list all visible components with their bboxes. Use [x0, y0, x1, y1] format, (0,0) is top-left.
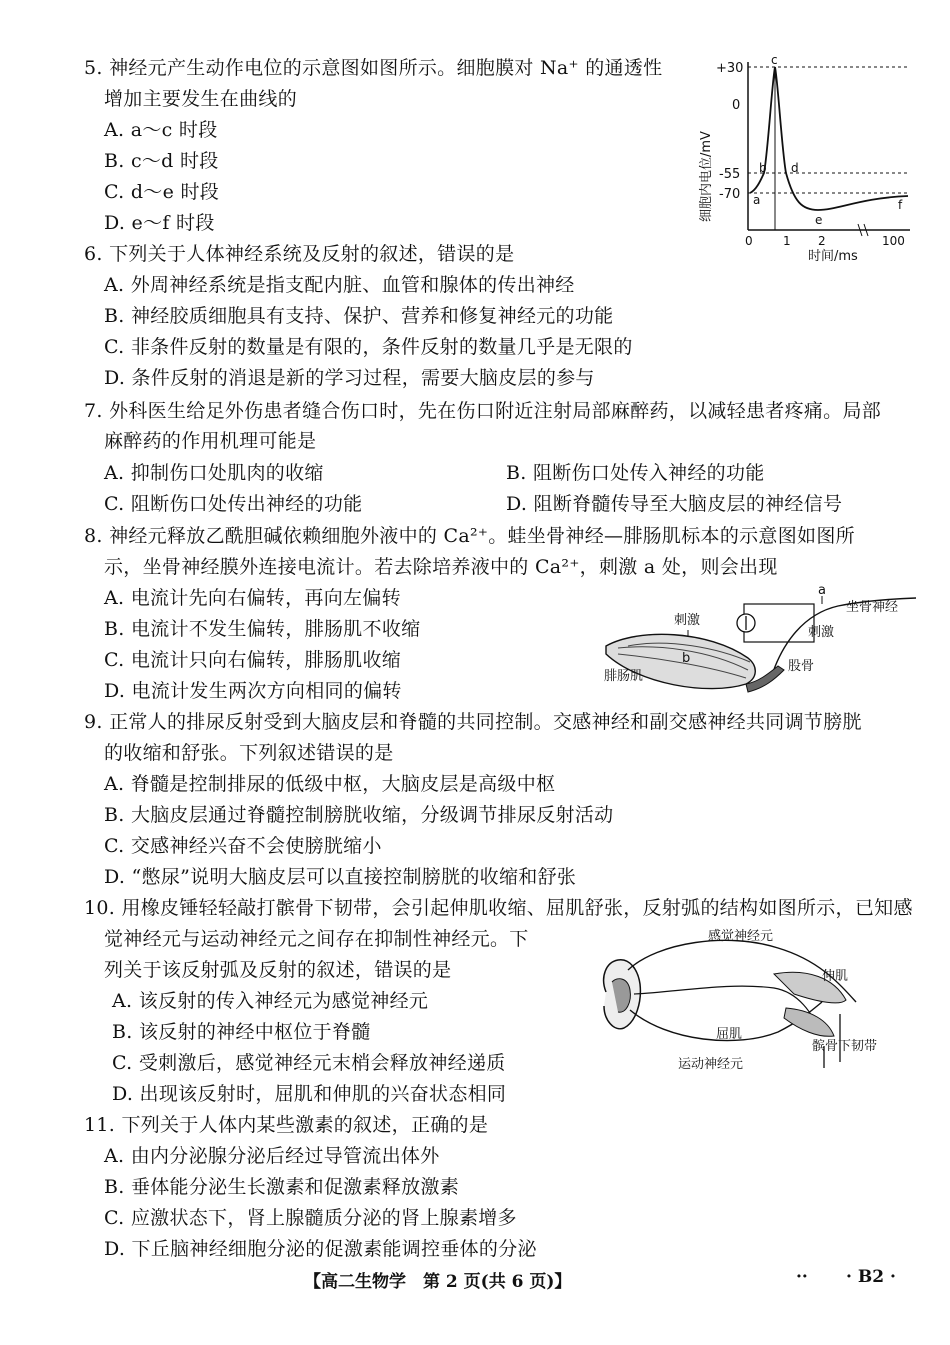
- q8-option-a: A. 电流计先向右偏转，再向左偏转: [104, 587, 401, 609]
- y-axis-label: 细胞内电位/mV: [699, 131, 714, 222]
- point-c: c: [771, 53, 778, 67]
- q10-stem-line3: 列关于该反射弧及反射的叙述，错误的是: [104, 959, 452, 981]
- label-muscle: 腓肠肌: [604, 669, 644, 684]
- xtick-2: 2: [818, 234, 826, 248]
- q11-stem: 11. 下列关于人体内某些激素的叙述，正确的是: [84, 1114, 489, 1136]
- point-f: f: [898, 198, 903, 212]
- q10-stem-line1: 10. 用橡皮锤轻轻敲打髌骨下韧带，会引起伸肌收缩、屈肌舒张，反射弧的结构如图所示，已知感: [84, 897, 913, 919]
- label-flexor: 屈肌: [716, 1027, 743, 1042]
- label-stim-1: 刺激: [674, 613, 701, 628]
- q10-option-c: C. 受刺激后，感觉神经元末梢会释放神经递质: [112, 1052, 506, 1074]
- q5-option-a: A. a～c 时段: [104, 119, 218, 141]
- point-a: a: [753, 193, 761, 207]
- q5-stem-line1: 5. 神经元产生动作电位的示意图如图所示。细胞膜对 Na⁺ 的通透性: [84, 57, 663, 79]
- ytick-70: -70: [719, 187, 741, 202]
- point-e: e: [815, 213, 823, 227]
- q7-stem-line2: 麻醉药的作用机理可能是: [104, 430, 317, 452]
- label-nerve: 坐骨神经: [846, 600, 899, 615]
- q11-option-c: C. 应激状态下，肾上腺髓质分泌的肾上腺素增多: [104, 1207, 517, 1229]
- x-axis-label: 时间/ms: [808, 249, 858, 264]
- q8-stem-line2: 示，坐骨神经膜外连接电流计。若去除培养液中的 Ca²⁺，刺激 a 处，则会出现: [104, 556, 778, 578]
- q6-stem: 6. 下列关于人体神经系统及反射的叙述，错误的是: [84, 243, 515, 265]
- label-motor: 运动神经元: [678, 1057, 744, 1072]
- q7-option-a: A. 抑制伤口处肌肉的收缩: [104, 462, 324, 484]
- q10-option-a: A. 该反射的传入神经元为感觉神经元: [112, 990, 429, 1012]
- point-b: b: [759, 161, 767, 175]
- ytick-55: -55: [719, 167, 741, 182]
- action-potential-figure: [690, 52, 920, 267]
- q11-option-a: A. 由内分泌腺分泌后经过导管流出体外: [104, 1145, 440, 1167]
- q11-option-b: B. 垂体能分泌生长激素和促激素释放激素: [104, 1176, 460, 1198]
- q8-stem-line1: 8. 神经元释放乙酰胆碱依赖细胞外液中的 Ca²⁺。蛙坐骨神经—腓肠肌标本的示意图如图所: [84, 525, 855, 547]
- point-d: d: [791, 161, 799, 175]
- q8-option-b: B. 电流计不发生偏转，腓肠肌不收缩: [104, 618, 421, 640]
- q6-option-d: D. 条件反射的消退是新的学习过程，需要大脑皮层的参与: [104, 367, 595, 389]
- ytick-0: 0: [732, 98, 741, 113]
- label-bone: 股骨: [788, 659, 815, 674]
- q6-option-c: C. 非条件反射的数量是有限的，条件反射的数量几乎是无限的: [104, 336, 633, 358]
- q7-stem-line1: 7. 外科医生给足外伤患者缝合伤口时，先在伤口附近注射局部麻醉药，以减轻患者疼痛。局部: [84, 400, 882, 422]
- q9-option-c: C. 交感神经兴奋不会使膀胱缩小: [104, 835, 382, 857]
- q10-option-d: D. 出现该反射时，屈肌和伸肌的兴奋状态相同: [112, 1083, 507, 1105]
- q11-option-d: D. 下丘脑神经细胞分泌的促激素能调控垂体的分泌: [104, 1238, 537, 1260]
- q9-option-d: D. “憋尿”说明大脑皮层可以直接控制膀胱的收缩和舒张: [104, 866, 577, 888]
- q7-option-b: B. 阻断伤口处传入神经的功能: [506, 462, 765, 484]
- label-sensory: 感觉神经元: [708, 929, 774, 944]
- q5-option-b: B. c～d 时段: [104, 150, 219, 172]
- footer-dots: ··: [796, 1267, 808, 1287]
- q6-option-b: B. 神经胶质细胞具有支持、保护、营养和修复神经元的功能: [104, 305, 614, 327]
- ytick-30: +30: [716, 61, 744, 76]
- q9-option-b: B. 大脑皮层通过脊髓控制膀胱收缩，分级调节排尿反射活动: [104, 804, 614, 826]
- q9-stem-line2: 的收缩和舒张。下列叙述错误的是: [104, 742, 394, 764]
- label-stim-2: 刺激: [808, 625, 835, 640]
- q9-option-a: A. 脊髓是控制排尿的低级中枢，大脑皮层是高级中枢: [104, 773, 556, 795]
- label-ligament: 髌骨下韧带: [812, 1039, 878, 1054]
- potential-curve: [750, 67, 908, 210]
- q10-option-b: B. 该反射的神经中枢位于脊髓: [112, 1021, 371, 1043]
- q5-option-c: C. d～e 时段: [104, 181, 220, 203]
- footer-page-label: 【高二生物学 第 2 页(共 6 页)】: [304, 1272, 572, 1292]
- xtick-0: 0: [745, 234, 753, 248]
- nerve-muscle-figure: [598, 584, 918, 702]
- label-extensor: 伸肌: [822, 969, 849, 984]
- q7-option-d: D. 阻断脊髓传导至大脑皮层的神经信号: [506, 493, 843, 515]
- q8-option-c: C. 电流计只向右偏转，腓肠肌收缩: [104, 649, 402, 671]
- q7-option-c: C. 阻断伤口处传出神经的功能: [104, 493, 363, 515]
- xtick-1: 1: [783, 234, 791, 248]
- label-a: a: [818, 584, 826, 598]
- q5-stem-line2: 增加主要发生在曲线的: [104, 88, 298, 110]
- label-b: b: [682, 651, 691, 666]
- reflex-arc-figure: [578, 922, 908, 1072]
- xtick-100: 100: [882, 234, 905, 248]
- footer-code: · B2 ·: [846, 1267, 896, 1287]
- q9-stem-line1: 9. 正常人的排尿反射受到大脑皮层和脊髓的共同控制。交感神经和副交感神经共同调节膀胱: [84, 711, 862, 733]
- q6-option-a: A. 外周神经系统是指支配内脏、血管和腺体的传出神经: [104, 274, 575, 296]
- q8-option-d: D. 电流计发生两次方向相同的偏转: [104, 680, 402, 702]
- q10-stem-line2: 觉神经元与运动神经元之间存在抑制性神经元。下: [104, 928, 529, 950]
- q5-option-d: D. e～f 时段: [104, 212, 215, 234]
